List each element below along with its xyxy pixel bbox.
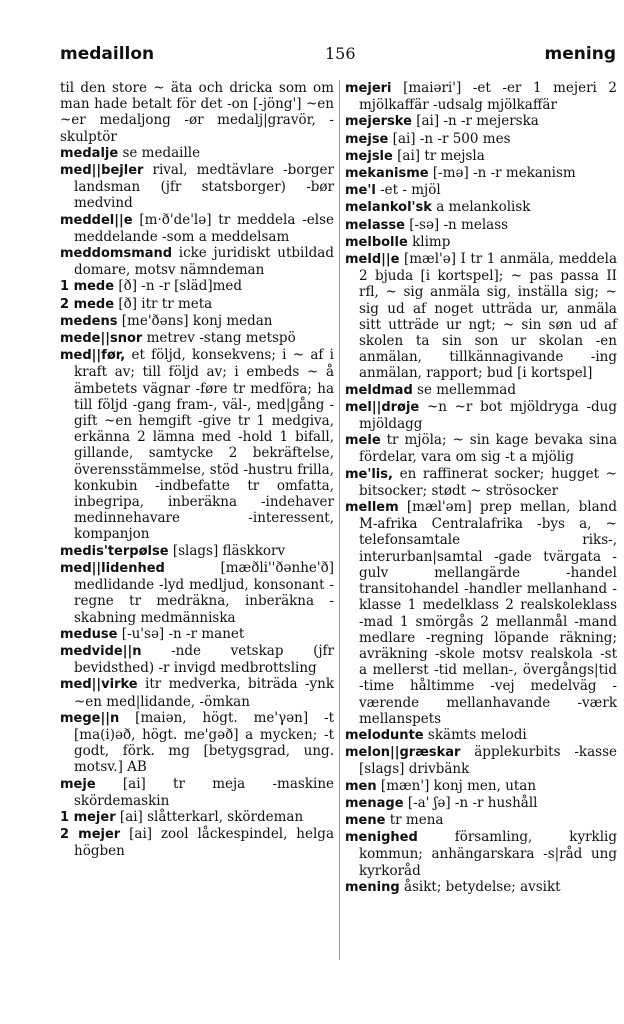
entry-headword: meldmad — [345, 382, 413, 398]
entry-headword: melbolle — [345, 234, 408, 250]
entry-headword: mene — [345, 812, 386, 828]
entry-definition: [m·ð'de'lə] tr meddela -else meddelande -som a meddelsam — [74, 211, 334, 245]
entry-headword: meje — [60, 776, 96, 792]
right-guide-word: mening — [544, 44, 616, 64]
dictionary-entry — [345, 113, 617, 130]
entry-definition: -et - mjöl — [380, 182, 441, 199]
dictionary-entry — [345, 778, 617, 795]
entry-headword: mede||snor — [60, 331, 143, 347]
entry-definition: [ð] -n -r [släd]med — [118, 278, 243, 295]
dictionary-entry — [60, 560, 334, 626]
entry-headword: me'l — [345, 183, 376, 199]
entry-definition: a melankolisk — [436, 199, 531, 216]
dictionary-entry — [345, 182, 617, 199]
entry-definition: [mæn'] konj men, utan — [380, 777, 537, 794]
dictionary-entry — [345, 744, 617, 777]
dictionary-entry — [345, 466, 617, 499]
entry-headword: melon||græskar — [345, 745, 461, 761]
dictionary-entry — [60, 313, 334, 330]
column-divider — [339, 80, 340, 960]
entry-headword: mekanisme — [345, 166, 429, 182]
dictionary-entry — [345, 382, 617, 399]
dictionary-entry — [345, 165, 617, 182]
entry-headword: 2 mejer — [60, 827, 121, 843]
entry-headword: menage — [345, 795, 404, 811]
entry-headword: meddomsmand — [60, 246, 173, 262]
entry-definition: icke juridiskt utbildad domare, motsv nämndeman — [74, 245, 334, 279]
dictionary-entry — [345, 812, 617, 829]
entry-headword: mejerske — [345, 114, 412, 130]
dictionary-entry — [60, 212, 334, 245]
entry-headword: mejse — [345, 131, 389, 147]
entry-headword: me'lis, — [345, 466, 393, 482]
entry-definition: tr mjöla; ~ sin kage bevaka sina fördelar, vara om sig -t a mjölig — [359, 432, 618, 466]
entry-definition: ~n ~r bot mjöldryga -dug mjöldagg — [359, 398, 618, 433]
entry-headword: melodunte — [345, 727, 424, 743]
dictionary-entry — [345, 499, 617, 727]
dictionary-entry — [345, 432, 617, 465]
entry-headword: mege||n — [60, 710, 120, 726]
dictionary-entry — [345, 879, 617, 896]
entry-definition: [mæðli''ðənhe'ð] medlidande -lyd medljud, konsonant -regne tr medräkna, inberäkna -skabning medmänniska — [74, 559, 334, 626]
dictionary-entry — [345, 217, 617, 234]
entry-definition: [mæl'əm] prep mellan, bland M-afrika Centralafrika -bys a, ~ telefonsamtale riks-, interurban|samtal -gade tvärgata -gulv mellangärde -handel transitohandel -handler mellanhand -klasse 1 medelklass 2 realskoleklass -mad 1 smörgås 2 mellanmål -mand medlare -regning löpande räkning; avräkning -skole motsv realskola -st a mellerst -tid mellan-, övergångs|tid -time håltimme -vej medelväg -værende mellanhavande -værk mellanspets — [359, 499, 617, 727]
dictionary-entry — [60, 296, 334, 313]
entry-definition: [mæl'ə] I tr 1 anmäla, meddela 2 bjuda [i kortspel]; ~ pas passa II rfl, ~ sig anmäla sig, inställa sig; ~ sig ud af noget utträda ur, anmäla sitt utträde ur ngt; ~ sin søn ud af skolen ta sin son ur skolan -en anmälan, tillkännagivande -ing anmälan, rapport; bud [i kortspel] — [359, 251, 617, 382]
entry-headword: melankol'sk — [345, 200, 432, 216]
entry-headword: meduse — [60, 626, 118, 642]
entry-headword: menighed — [345, 830, 418, 846]
dictionary-entry — [345, 234, 617, 251]
entry-definition: metrev -stang metspö — [146, 330, 296, 347]
dictionary-entry — [60, 826, 334, 859]
entry-headword: men — [345, 778, 377, 794]
entry-definition: [maiəri'] -et -er 1 mejeri 2 mjölkaffär -udsalg mjölkaffär — [359, 80, 617, 114]
entry-definition: [ð] itr tr meta — [118, 295, 213, 312]
dictionary-entry — [60, 162, 334, 212]
entry-definition: [ai] zool låckespindel, helga högben — [74, 826, 334, 860]
entry-definition: klimp — [412, 233, 451, 250]
entry-headword: meld||e — [345, 252, 400, 268]
entry-headword: melasse — [345, 217, 405, 233]
left-guide-word: medaillon — [60, 44, 155, 64]
dictionary-entry — [60, 809, 334, 826]
entry-headword: mejsle — [345, 148, 393, 164]
entry-definition: [maiən, högt. me'γən] -t [ma(i)əð, högt. me'gəð] a mycken; -t godt, förk. mg [betygsgrad, ung. motsv.] AB — [74, 709, 334, 776]
entry-definition: [-mə] -n -r mekanism — [432, 165, 576, 182]
entry-headword: mellem — [345, 500, 399, 516]
entry-definition: [ai] tr meja -maskine skördemaskin — [74, 775, 334, 809]
dictionary-entry — [345, 399, 617, 432]
entry-headword: 1 mejer — [60, 809, 116, 825]
entry-definition: [ai] -n -r mejerska — [416, 113, 539, 130]
dictionary-entry — [60, 80, 334, 145]
entry-definition: [ai] tr mejsla — [397, 147, 485, 164]
entry-definition: åsikt; betydelse; avsikt — [403, 878, 561, 895]
entry-definition: [me'ðəns] konj medan — [121, 312, 273, 329]
entry-headword: medalje — [60, 145, 119, 161]
entry-definition: [-u'sə] -n -r manet — [121, 625, 245, 642]
dictionary-entry — [345, 80, 617, 113]
entry-definition: [ai] -n -r 500 mes — [392, 130, 511, 147]
dictionary-entry — [60, 643, 334, 676]
dictionary-entry — [60, 278, 334, 295]
entry-definition: äpplekurbits -kasse [slags] drivbänk — [359, 744, 617, 778]
entry-headword: med||virke — [60, 677, 138, 693]
entry-headword: medens — [60, 313, 118, 329]
dictionary-entry — [345, 795, 617, 812]
entry-definition: församling, kyrklig kommun; anhängarskara -s|råd ung kyrkoråd — [359, 829, 617, 879]
dictionary-entry — [345, 251, 617, 382]
entry-definition: tr mena — [389, 811, 444, 828]
dictionary-entry — [60, 245, 334, 278]
entry-definition: til den store ~ äta och dricka som om man hade betalt för det -on [-jöng'] ~en ~er medaljong -ør medalj|gravör, -skulptör — [60, 80, 334, 145]
entry-definition: -nde vetskap (jfr bevidsthed) -r invigd medbrottsling — [74, 642, 334, 677]
entry-definition: [slags] fläskkorv — [172, 542, 286, 559]
left-column — [60, 80, 334, 860]
entry-definition: itr medverka, biträda -ynk ~en med|lidande, -ömkan — [74, 676, 335, 710]
entry-headword: 2 mede — [60, 296, 115, 312]
entry-headword: mejeri — [345, 81, 392, 96]
dictionary-entry — [345, 131, 617, 148]
entry-headword: mele — [345, 433, 381, 449]
entry-headword: mening — [345, 879, 400, 895]
entry-headword: medis'terpølse — [60, 543, 169, 559]
dictionary-entry — [60, 776, 334, 809]
dictionary-entry — [60, 543, 334, 560]
entry-headword: medvide||n — [60, 643, 142, 659]
dictionary-entry — [60, 145, 334, 162]
entry-headword: med||lidenhed — [60, 560, 165, 576]
dictionary-entry — [345, 199, 617, 216]
entry-definition: rival, medtävlare -borger landsman (jfr statsborger) -bør medvind — [74, 162, 334, 212]
dictionary-entry — [60, 710, 334, 776]
entry-definition: [ai] slåtterkarl, skördeman — [119, 808, 304, 825]
entry-definition: se mellemmad — [417, 381, 516, 398]
entry-headword: med||bejler — [60, 163, 144, 179]
entry-headword: mel||drøje — [345, 399, 420, 415]
dictionary-entry — [60, 347, 334, 542]
entry-headword: med||før, — [60, 348, 126, 364]
entry-definition: en raffinerat socker; hugget ~ bitsocker; stødt ~ strösocker — [359, 465, 617, 499]
page-header — [60, 44, 616, 68]
entry-headword: meddel||e — [60, 212, 133, 228]
entry-definition: [-sə] -n melass — [409, 216, 509, 233]
page-number: 156 — [325, 44, 356, 63]
dictionary-entry — [60, 330, 334, 347]
dictionary-entry — [60, 676, 334, 709]
dictionary-entry — [60, 626, 334, 643]
entry-definition: skämts melodi — [427, 726, 527, 743]
entry-definition: se medaille — [122, 144, 201, 161]
dictionary-entry — [345, 148, 617, 165]
dictionary-entry — [345, 829, 617, 879]
entry-definition: et följd, konsekvens; i ~ af i kraft av; till följd av; i embeds ~ å ämbetets vägnar -føre tr medföra; ha till följd -gang fram-, väl-, med|gång -gift ~en hemgift -give tr 1 medgiva, erkänna 2 lämna med -hold 1 bifall, gillande, samtycke 2 bekräftelse, överensstämmelse, stöd -hustru frilla, konkubin -indbefatte tr omfatta, inbegripa, inberäkna -indehaver medinnehavare -interessent, kompanjon — [74, 347, 334, 543]
entry-headword: 1 mede — [60, 279, 115, 295]
dictionary-entry — [345, 727, 617, 744]
right-column — [345, 80, 617, 896]
entry-definition: [-a' ʃə] -n -r hushåll — [407, 794, 538, 811]
